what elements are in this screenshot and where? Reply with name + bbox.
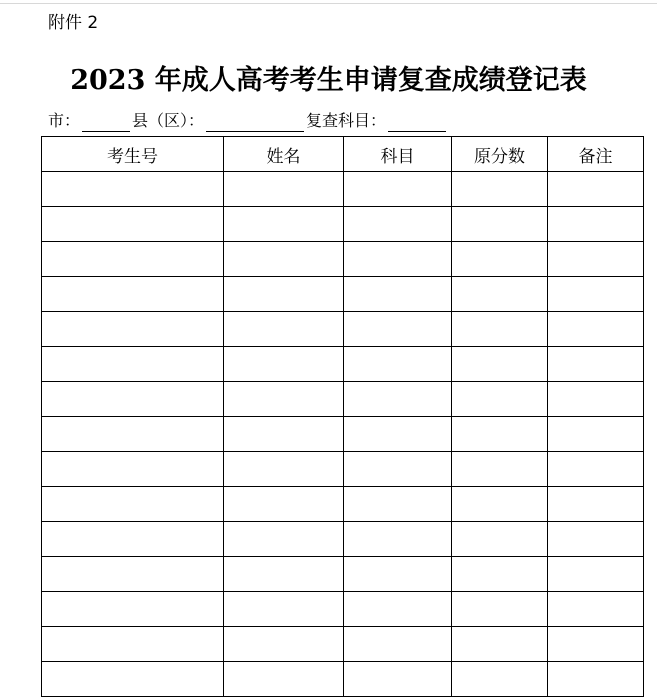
exam-number-cell[interactable] — [42, 277, 224, 312]
subject-cell[interactable] — [344, 312, 452, 347]
subject-cell[interactable] — [344, 522, 452, 557]
name-cell[interactable] — [224, 417, 344, 452]
exam-number-cell[interactable] — [42, 487, 224, 522]
name-cell[interactable] — [224, 382, 344, 417]
remarks-cell[interactable] — [548, 592, 644, 627]
exam-number-cell[interactable] — [42, 172, 224, 207]
subject-cell[interactable] — [344, 662, 452, 697]
name-cell[interactable] — [224, 277, 344, 312]
original-score-cell[interactable] — [452, 487, 548, 522]
name-cell[interactable] — [224, 662, 344, 697]
table-row — [42, 522, 644, 557]
remarks-cell[interactable] — [548, 347, 644, 382]
remarks-cell[interactable] — [548, 417, 644, 452]
table-header-row — [42, 137, 644, 172]
name-cell[interactable] — [224, 557, 344, 592]
attachment-label: 附件 2 — [48, 13, 99, 33]
exam-number-cell[interactable] — [42, 417, 224, 452]
subject-cell[interactable] — [344, 627, 452, 662]
original-score-cell[interactable] — [452, 277, 548, 312]
subject-cell[interactable] — [344, 172, 452, 207]
name-cell[interactable] — [224, 452, 344, 487]
table-body — [42, 172, 644, 697]
remarks-cell[interactable] — [548, 662, 644, 697]
remarks-cell[interactable] — [548, 487, 644, 522]
exam-number-cell[interactable] — [42, 557, 224, 592]
table-row — [42, 242, 644, 277]
form-title: 2023 年成人高考考生申请复查成绩登记表 — [70, 65, 587, 96]
exam-number-cell[interactable] — [42, 242, 224, 277]
table-row — [42, 312, 644, 347]
original-score-cell[interactable] — [452, 627, 548, 662]
remarks-cell[interactable] — [548, 522, 644, 557]
subject-blank-field[interactable] — [388, 113, 446, 132]
original-score-cell[interactable] — [452, 242, 548, 277]
subject-cell[interactable] — [344, 592, 452, 627]
header-name: 姓名 — [224, 137, 344, 172]
original-score-cell[interactable] — [452, 207, 548, 242]
original-score-cell[interactable] — [452, 522, 548, 557]
subject-cell[interactable] — [344, 347, 452, 382]
table-row — [42, 452, 644, 487]
name-cell[interactable] — [224, 172, 344, 207]
table-row — [42, 417, 644, 452]
remarks-cell[interactable] — [548, 557, 644, 592]
subject-cell[interactable] — [344, 242, 452, 277]
table-row — [42, 382, 644, 417]
name-cell[interactable] — [224, 312, 344, 347]
header-remarks: 备注 — [548, 137, 644, 172]
county-blank-field[interactable] — [206, 113, 304, 132]
name-cell[interactable] — [224, 242, 344, 277]
original-score-cell[interactable] — [452, 312, 548, 347]
remarks-cell[interactable] — [548, 452, 644, 487]
header-subject: 科目 — [344, 137, 452, 172]
original-score-cell[interactable] — [452, 592, 548, 627]
subject-cell[interactable] — [344, 207, 452, 242]
table-row — [42, 592, 644, 627]
exam-number-cell[interactable] — [42, 452, 224, 487]
remarks-cell[interactable] — [548, 312, 644, 347]
exam-number-cell[interactable] — [42, 522, 224, 557]
exam-number-cell[interactable] — [42, 207, 224, 242]
table-row — [42, 662, 644, 697]
remarks-cell[interactable] — [548, 207, 644, 242]
header-original-score: 原分数 — [452, 137, 548, 172]
exam-number-cell[interactable] — [42, 347, 224, 382]
original-score-cell[interactable] — [452, 557, 548, 592]
subject-cell[interactable] — [344, 487, 452, 522]
county-label: 县（区）： — [132, 111, 205, 130]
subject-label: 复查科目： — [306, 111, 387, 130]
original-score-cell[interactable] — [452, 452, 548, 487]
exam-number-cell[interactable] — [42, 382, 224, 417]
table-row — [42, 557, 644, 592]
city-blank-field[interactable] — [82, 113, 130, 132]
city-label: 市： — [48, 111, 81, 130]
page-top-rule — [0, 3, 657, 4]
name-cell[interactable] — [224, 522, 344, 557]
name-cell[interactable] — [224, 347, 344, 382]
table-row — [42, 277, 644, 312]
table-row — [42, 627, 644, 662]
exam-number-cell[interactable] — [42, 662, 224, 697]
remarks-cell[interactable] — [548, 382, 644, 417]
table-row — [42, 347, 644, 382]
exam-number-cell[interactable] — [42, 627, 224, 662]
original-score-cell[interactable] — [452, 172, 548, 207]
subject-cell[interactable] — [344, 452, 452, 487]
name-cell[interactable] — [224, 627, 344, 662]
table-row — [42, 172, 644, 207]
name-cell[interactable] — [224, 592, 344, 627]
exam-number-cell[interactable] — [42, 592, 224, 627]
original-score-cell[interactable] — [452, 347, 548, 382]
subject-cell[interactable] — [344, 382, 452, 417]
original-score-cell[interactable] — [452, 382, 548, 417]
subject-cell[interactable] — [344, 557, 452, 592]
name-cell[interactable] — [224, 207, 344, 242]
subject-cell[interactable] — [344, 417, 452, 452]
table-row — [42, 487, 644, 522]
header-exam-number: 考生号 — [42, 137, 224, 172]
remarks-cell[interactable] — [548, 172, 644, 207]
exam-number-cell[interactable] — [42, 312, 224, 347]
remarks-cell[interactable] — [548, 242, 644, 277]
name-cell[interactable] — [224, 487, 344, 522]
original-score-cell[interactable] — [452, 662, 548, 697]
remarks-cell[interactable] — [548, 277, 644, 312]
form-info-line — [48, 110, 448, 132]
original-score-cell[interactable] — [452, 417, 548, 452]
table-row — [42, 207, 644, 242]
subject-cell[interactable] — [344, 277, 452, 312]
registration-table — [41, 136, 644, 697]
remarks-cell[interactable] — [548, 627, 644, 662]
